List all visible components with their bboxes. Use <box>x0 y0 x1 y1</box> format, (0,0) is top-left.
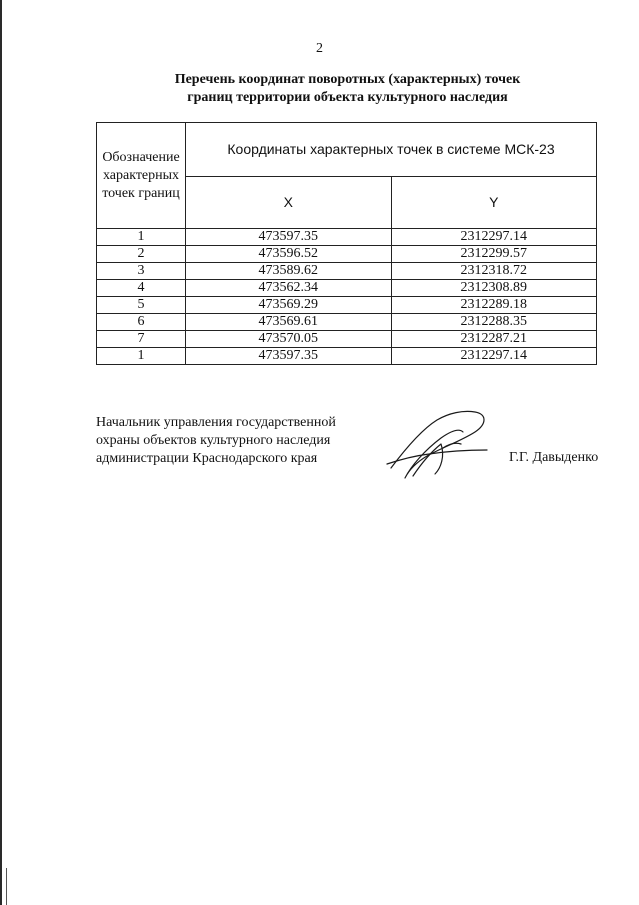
table-row <box>97 229 597 246</box>
x-coordinate-cell: 473562.34 <box>186 280 392 297</box>
y-coordinate-cell: 2312297.14 <box>391 348 597 365</box>
document-title-line-1: Перечень координат поворотных (характерных) точек <box>174 72 521 87</box>
table-row <box>97 297 597 314</box>
page-margin-line <box>6 868 7 905</box>
x-coordinate-cell: 473597.35 <box>186 229 392 246</box>
signatory-position-line-3: администрации Краснодарского края <box>96 451 318 466</box>
header-row-1 <box>97 123 597 177</box>
y-coordinate-cell: 2312318.72 <box>391 263 597 280</box>
y-coordinate-cell: 2312297.14 <box>391 229 597 246</box>
signatory-name: Г.Г. Давыденко <box>509 450 599 465</box>
page-left-edge <box>0 0 2 905</box>
point-number-cell: 1 <box>97 348 186 365</box>
document-title-line-2: границ территории объекта культурного наследия <box>187 90 508 105</box>
y-coordinate-cell: 2312289.18 <box>391 297 597 314</box>
table-row <box>97 263 597 280</box>
point-number-cell: 4 <box>97 280 186 297</box>
point-number-cell: 3 <box>97 263 186 280</box>
x-coordinate-cell: 473589.62 <box>186 263 392 280</box>
point-number-cell: 6 <box>97 314 186 331</box>
header-x: X <box>186 176 392 229</box>
header-y: Y <box>391 176 597 229</box>
point-number-cell: 7 <box>97 331 186 348</box>
signatory-position <box>96 414 336 468</box>
table-row <box>97 246 597 263</box>
x-coordinate-cell: 473597.35 <box>186 348 392 365</box>
table-row <box>97 331 597 348</box>
table-row <box>97 348 597 365</box>
document-title <box>96 71 599 107</box>
y-coordinate-cell: 2312287.21 <box>391 331 597 348</box>
page-number: 2 <box>316 41 323 56</box>
y-coordinate-cell: 2312288.35 <box>391 314 597 331</box>
x-coordinate-cell: 473570.05 <box>186 331 392 348</box>
header-point-label: Обозначение характерных точек границ <box>97 123 186 229</box>
signatory-position-line-2: охраны объектов культурного наследия <box>96 433 331 448</box>
y-coordinate-cell: 2312308.89 <box>391 280 597 297</box>
y-coordinate-cell: 2312299.57 <box>391 246 597 263</box>
point-number-cell: 5 <box>97 297 186 314</box>
signatory-position-line-1: Начальник управления государственной <box>96 415 336 430</box>
x-coordinate-cell: 473596.52 <box>186 246 392 263</box>
table-row <box>97 280 597 297</box>
header-coordinate-system: Координаты характерных точек в системе МСК-23 <box>186 123 597 177</box>
coordinates-table-header <box>97 123 597 229</box>
coordinates-table-body <box>97 229 597 365</box>
point-number-cell: 2 <box>97 246 186 263</box>
point-number-cell: 1 <box>97 229 186 246</box>
table-row <box>97 314 597 331</box>
coordinates-table <box>96 122 597 365</box>
handwritten-signature <box>383 404 493 484</box>
x-coordinate-cell: 473569.29 <box>186 297 392 314</box>
x-coordinate-cell: 473569.61 <box>186 314 392 331</box>
